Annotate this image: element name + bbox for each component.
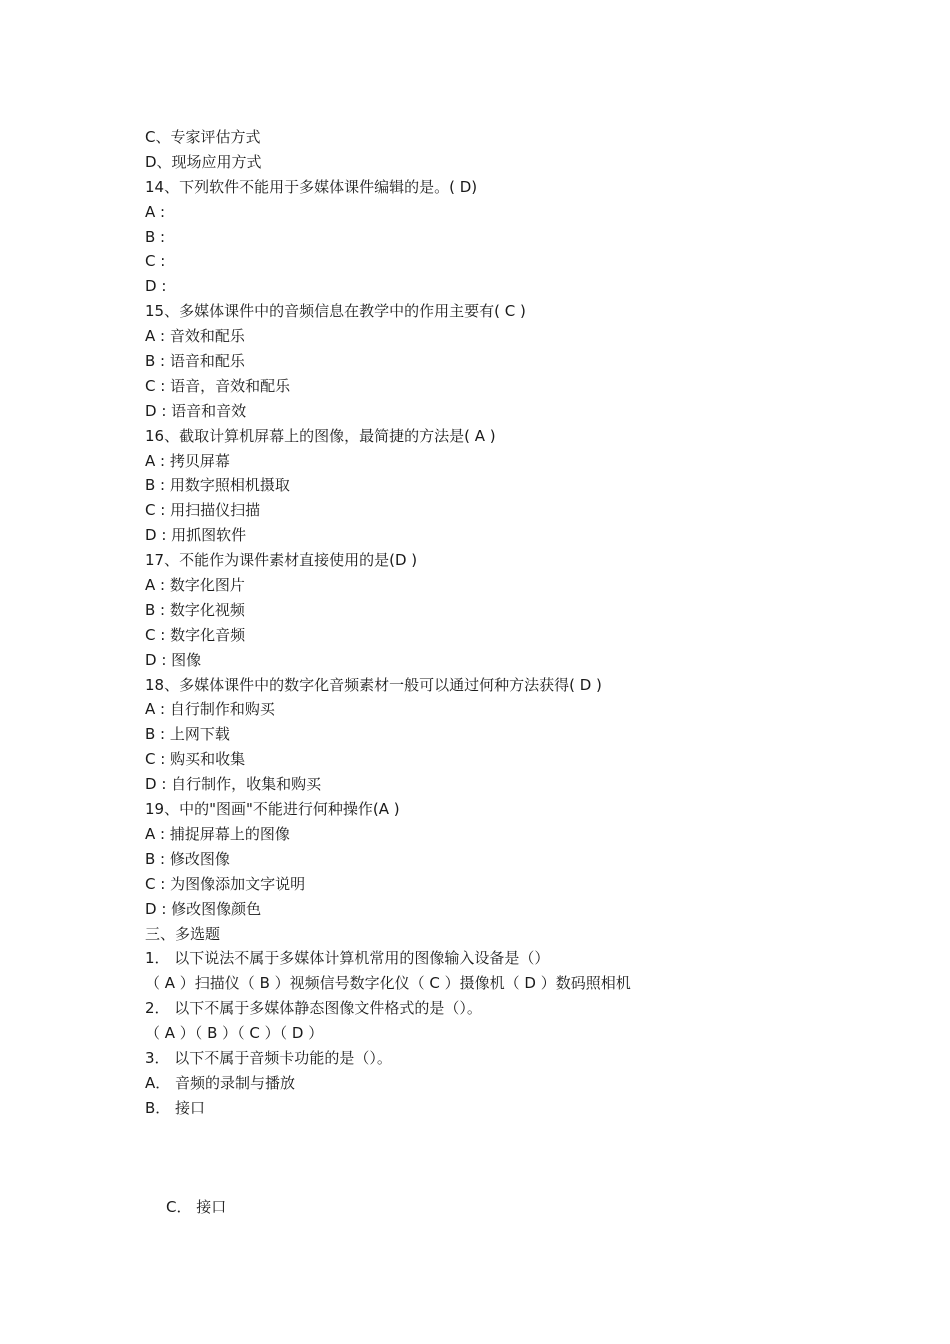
question-text-block: [145, 125, 865, 1121]
option-line: A :: [145, 202, 166, 221]
option-line: B : 用数字照相机摄取: [145, 476, 290, 495]
question-15: 15、多媒体课件中的音频信息在教学中的作用主要有( C ): [145, 302, 526, 321]
option-line: D :: [145, 277, 167, 296]
option-line: A : 音效和配乐: [145, 327, 245, 346]
section-heading: 三、多选题: [145, 924, 221, 943]
question-16: 16、截取计算机屏幕上的图像，最简捷的方法是( A ): [145, 426, 496, 445]
option-line: （ A ）扫描仪（ B ）视频信号数字化仪（ C ）摄像机（ D ）数码照相机: [145, 974, 631, 993]
option-line: A : 自行制作和购买: [145, 700, 275, 719]
option-line: B :: [145, 227, 166, 246]
multi-question-1: 1． 以下说法不属于多媒体计算机常用的图像输入设备是（）: [145, 949, 550, 968]
option-line: C : 购买和收集: [145, 750, 246, 769]
question-17: 17、不能作为课件素材直接使用的是(D ): [145, 551, 418, 570]
option-line: C : 语音，音效和配乐: [145, 376, 291, 395]
question-18: 18、多媒体课件中的数字化音频素材一般可以通过何种方法获得( D ): [145, 675, 602, 694]
option-line: A : 捕捉屏幕上的图像: [145, 824, 290, 843]
option-line: A． 音频的录制与播放: [145, 1073, 296, 1092]
multi-question-2: 2． 以下不属于多媒体静态图像文件格式的是（）。: [145, 999, 482, 1018]
option-line: B : 语音和配乐: [145, 352, 245, 371]
option-line: B : 上网下载: [145, 725, 230, 744]
option-line: D : 用抓图软件: [145, 526, 247, 545]
option-line: C : 用扫描仪扫描: [145, 501, 261, 520]
option-line: D : 修改图像颜色: [145, 899, 262, 918]
option-line: A : 数字化图片: [145, 576, 245, 595]
option-line: （ A ）（ B ）（ C ）（ D ）: [145, 1024, 324, 1043]
option-line: A : 拷贝屏幕: [145, 451, 230, 470]
option-line: C :: [145, 252, 166, 271]
multi-question-3: 3． 以下不属于音频卡功能的是（）。: [145, 1048, 392, 1067]
option-line: B : 修改图像: [145, 849, 230, 868]
option-line-c: C． 接口: [166, 1198, 227, 1216]
option-line: D : 自行制作，收集和购买: [145, 775, 322, 794]
question-19: 19、中的"图画"不能进行何种操作(A ): [145, 800, 400, 819]
question-14: 14、下列软件不能用于多媒体课件编辑的是。( D): [145, 177, 478, 196]
option-line: B． 接口: [145, 1098, 206, 1117]
option-line: D : 语音和音效: [145, 401, 247, 420]
option-line: C : 为图像添加文字说明: [145, 874, 306, 893]
option-line: C : 数字化音频: [145, 625, 246, 644]
option-line: D : 图像: [145, 650, 202, 669]
option-line: B : 数字化视频: [145, 600, 245, 619]
text-line: C、专家评估方式: [145, 128, 261, 146]
text-line: D、现场应用方式: [145, 152, 262, 171]
